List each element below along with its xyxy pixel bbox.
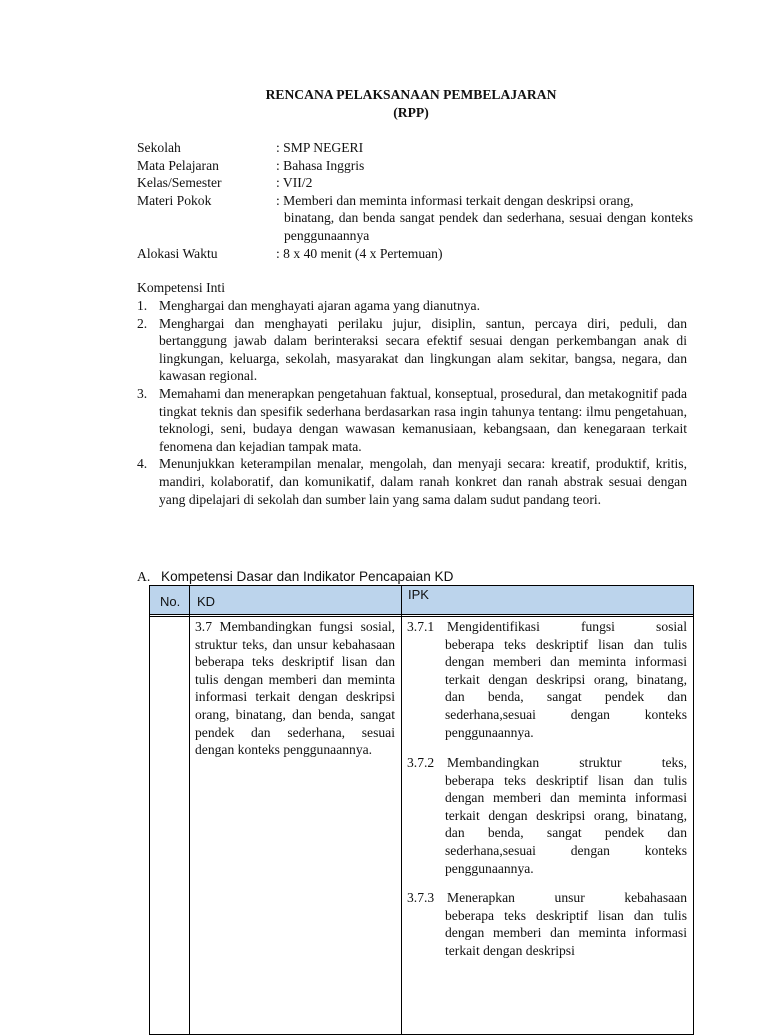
materi-value <box>276 192 693 245</box>
info-row-sekolah <box>137 139 693 157</box>
column-divider-kd <box>401 586 402 1034</box>
document-subtitle: (RPP) <box>393 105 429 120</box>
alokasi-label: Alokasi Waktu <box>137 245 218 261</box>
list-item-number: 3. <box>137 385 148 401</box>
mapel-value: : Bahasa Inggris <box>276 157 365 173</box>
section-a-number: A. <box>137 569 151 584</box>
list-item <box>137 455 687 508</box>
list-item <box>137 297 687 315</box>
info-row-alokasi <box>137 245 693 263</box>
alokasi-value: : 8 x 40 menit (4 x Pertemuan) <box>276 245 443 261</box>
ipk-head <box>407 889 687 907</box>
sekolah-value: : SMP NEGERI <box>276 140 364 155</box>
list-item-number: 2. <box>137 315 148 331</box>
header-no: No. <box>160 594 181 609</box>
document-title: RENCANA PELAKSANAAN PEMBELAJARAN <box>265 87 557 102</box>
ipk-text: beberapa teks deskriptif lisan dan tulis dengan memberi dan meminta informasi terkait dengan deskripsi orang, binatang, dan benda, sangat pendek dan sederhana,sesuai dengan konteks penggunaannya. <box>445 636 687 740</box>
kd-ipk-table <box>149 585 694 1035</box>
list-item-text: Menghargai dan menghayati perilaku jujur, disiplin, santun, percaya diri, peduli, dan bertanggung jawab dalam berinteraksi secara efektif sesuai dengan perkembangan anak di lingkungan, keluarga, sekolah, masyarakat dan lingkungan alam sekitar, bangsa, negara, dan kawasan regional. <box>159 315 687 384</box>
kompetensi-inti-list <box>137 297 687 508</box>
kd-cell: 3.7 Membandingkan fungsi sosial, struktur teks, dan unsur kebahasaan beberapa teks deskriptif lisan dan tulis dengan memberi dan meminta informasi terkait dengan deskripsi orang, binatang, dan benda, sangat pendek dan sederhana, sesuai dengan konteks penggunaannya. <box>195 619 395 758</box>
ipk-code: 3.7.1 <box>407 619 435 634</box>
materi-value-first: : Memberi dan meminta informasi terkait dengan deskripsi orang, <box>276 192 634 208</box>
list-item <box>137 385 687 455</box>
ipk-text: beberapa teks deskriptif lisan dan tulis dengan memberi dan meminta informasi terkait dengan deskripsi orang, binatang, dan benda, sangat pendek dan sederhana,sesuai dengan konteks penggunaannya. <box>445 772 687 876</box>
identity-block <box>137 139 693 262</box>
info-row-materi <box>137 192 693 245</box>
header-kd: KD <box>197 594 216 609</box>
ipk-first-line: Membandingkan struktur teks, <box>447 755 687 770</box>
list-item <box>137 315 687 385</box>
section-a-title: Kompetensi Dasar dan Indikator Pencapaian KD <box>161 569 454 584</box>
list-item-number: 1. <box>137 298 148 313</box>
ipk-text: beberapa teks deskriptif lisan dan tulis dengan memberi dan meminta informasi terkait dengan deskripsi <box>445 907 687 958</box>
kelas-value: : VII/2 <box>276 175 313 191</box>
section-a-heading <box>137 568 453 586</box>
list-item-text: Menunjukkan keterampilan menalar, mengolah, dan menyaji secara: kreatif, produktif, kritis, mandiri, kolaboratif, dan komunikatif, dalam ranah konkret dan ranah abstrak sesuai dengan yang dipelajari di sekolah dan sumber lain yang sama dalam sudut pandang teori. <box>159 456 687 507</box>
ipk-head <box>407 754 687 772</box>
ipk-item <box>407 618 687 741</box>
ipk-first-line: Mengidentifikasi fungsi sosial <box>447 619 687 634</box>
ipk-code: 3.7.3 <box>407 890 435 905</box>
header-divider <box>150 616 693 617</box>
info-row-kelas <box>137 174 693 192</box>
header-ipk: IPK <box>408 587 429 602</box>
column-divider-no <box>189 586 190 1034</box>
list-item-text: Menghargai dan menghayati ajaran agama yang dianutnya. <box>159 298 480 313</box>
kelas-label: Kelas/Semester <box>137 175 222 191</box>
kompetensi-inti-title: Kompetensi Inti <box>137 280 225 295</box>
ipk-item <box>407 754 687 877</box>
list-item-number: 4. <box>137 456 148 472</box>
list-item-text: Memahami dan menerapkan pengetahuan faktual, konseptual, prosedural, dan metakognitif pada tingkat teknis dan spesifik sederhana berdasarkan rasa ingin tahunya tentang: ilmu pengetahuan, teknologi, seni, budaya dengan wawasan kemanusiaan, kebangsaan, dan kenegaraan terkait fenomena dan kejadian tampak mata. <box>159 385 687 454</box>
ipk-head <box>407 618 687 636</box>
info-row-mapel <box>137 157 693 175</box>
ipk-first-line: Menerapkan unsur kebahasaan <box>447 890 687 905</box>
ipk-item <box>407 889 687 959</box>
mapel-label: Mata Pelajaran <box>137 157 219 173</box>
sekolah-label: Sekolah <box>137 140 181 155</box>
materi-label: Materi Pokok <box>137 192 212 208</box>
materi-value-rest: binatang, dan benda sangat pendek dan sederhana, sesuai dengan konteks penggunaannya <box>284 210 693 243</box>
ipk-code: 3.7.2 <box>407 755 435 770</box>
